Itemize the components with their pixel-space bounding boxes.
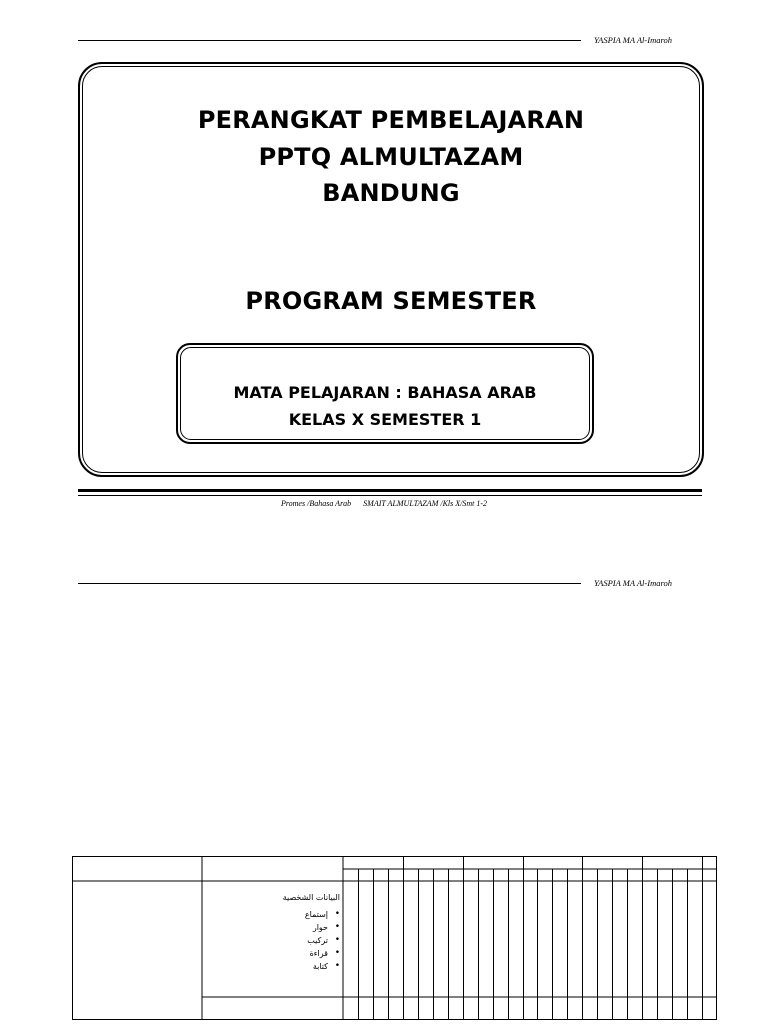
page2-header-rule bbox=[78, 583, 581, 584]
page1-header-rule bbox=[78, 40, 581, 41]
skill-item: تركيب • bbox=[245, 934, 340, 947]
class-line: KELAS X SEMESTER 1 bbox=[288, 410, 482, 429]
subject-line: MATA PELAJARAN : BAHASA ARAB bbox=[233, 383, 537, 402]
table-arabic-heading: البيانات الشخصية bbox=[282, 893, 340, 902]
page2-header-label: YASPIA MA Al-Imaroh bbox=[594, 578, 672, 588]
page1-header-label: YASPIA MA Al-Imaroh bbox=[594, 35, 672, 45]
page1-footer: Promes /Bahasa Arab SMAIT ALMULTAZAM /Kls X/Smt 1-2 bbox=[280, 499, 488, 508]
semester-schedule-table bbox=[72, 856, 717, 1020]
skills-list bbox=[245, 908, 340, 973]
program-title: PROGRAM SEMESTER bbox=[245, 287, 537, 315]
title-line-3: BANDUNG bbox=[322, 179, 460, 207]
skill-item: قراءة • bbox=[245, 947, 340, 960]
footer-rule-thick bbox=[78, 489, 702, 492]
title-line-1: PERANGKAT PEMBELAJARAN bbox=[197, 106, 585, 134]
skill-item: إستماع • bbox=[245, 908, 340, 921]
skill-item: كتابة • bbox=[245, 960, 340, 973]
footer-rule-thin bbox=[78, 495, 702, 496]
title-line-2: PPTQ ALMULTAZAM bbox=[258, 143, 524, 171]
skill-item: حوار • bbox=[245, 921, 340, 934]
